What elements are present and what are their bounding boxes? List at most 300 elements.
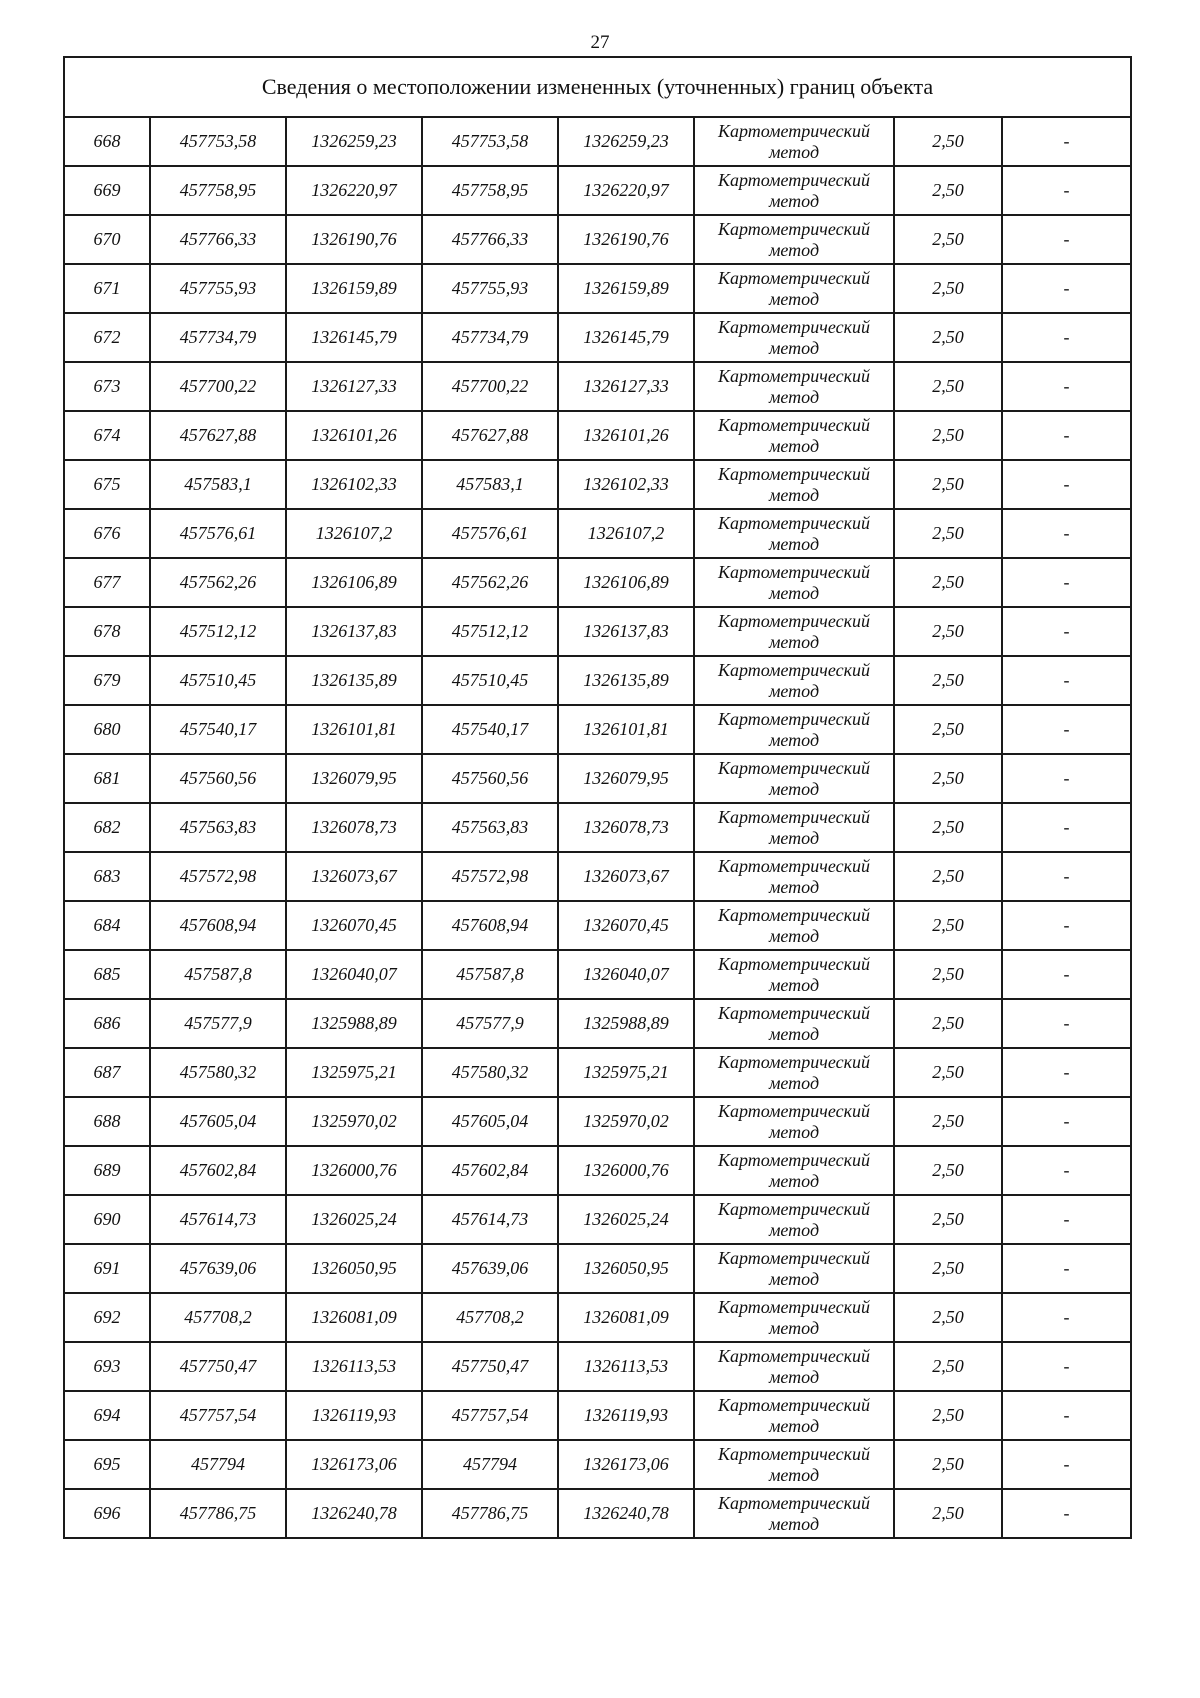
table-row [64, 215, 1131, 264]
method-line-2: метод [768, 1072, 820, 1093]
refined-x-cell: 457580,32 [422, 1048, 558, 1097]
point-number-cell: 670 [64, 215, 150, 264]
refined-x-cell: 457540,17 [422, 705, 558, 754]
existing-y-cell: 1326025,24 [286, 1195, 422, 1244]
method-line-1: Картометрический [717, 267, 870, 288]
accuracy-cell: 2,50 [894, 999, 1002, 1048]
method-cell [694, 509, 894, 558]
table-row [64, 362, 1131, 411]
refined-x-cell: 457572,98 [422, 852, 558, 901]
accuracy-cell: 2,50 [894, 1293, 1002, 1342]
refined-x-cell: 457708,2 [422, 1293, 558, 1342]
description-cell: - [1002, 803, 1131, 852]
point-number-cell: 694 [64, 1391, 150, 1440]
point-number-cell: 688 [64, 1097, 150, 1146]
refined-x-cell: 457583,1 [422, 460, 558, 509]
refined-y-cell: 1326070,45 [558, 901, 694, 950]
table-row [64, 264, 1131, 313]
method-line-1: Картометрический [717, 855, 870, 876]
point-number-cell: 693 [64, 1342, 150, 1391]
table-row [64, 1293, 1131, 1342]
refined-x-cell: 457758,95 [422, 166, 558, 215]
table-row [64, 1342, 1131, 1391]
table-row [64, 117, 1131, 166]
existing-y-cell: 1325988,89 [286, 999, 422, 1048]
accuracy-cell: 2,50 [894, 460, 1002, 509]
refined-y-cell: 1325975,21 [558, 1048, 694, 1097]
point-number-cell: 676 [64, 509, 150, 558]
point-number-cell: 677 [64, 558, 150, 607]
description-cell: - [1002, 509, 1131, 558]
method-line-1: Картометрический [717, 463, 870, 484]
method-line-2: метод [768, 1415, 820, 1436]
table-row [64, 705, 1131, 754]
method-cell [694, 754, 894, 803]
method-line-1: Картометрический [717, 218, 870, 239]
table-body [64, 57, 1131, 1538]
method-cell [694, 1195, 894, 1244]
existing-x-cell: 457512,12 [150, 607, 286, 656]
existing-x-cell: 457794 [150, 1440, 286, 1489]
accuracy-cell: 2,50 [894, 117, 1002, 166]
point-number-cell: 683 [64, 852, 150, 901]
description-cell: - [1002, 1489, 1131, 1538]
refined-y-cell: 1326000,76 [558, 1146, 694, 1195]
method-line-2: метод [768, 778, 820, 799]
existing-x-cell: 457563,83 [150, 803, 286, 852]
refined-y-cell: 1326173,06 [558, 1440, 694, 1489]
method-cell [694, 1391, 894, 1440]
point-number-cell: 674 [64, 411, 150, 460]
table-row [64, 999, 1131, 1048]
refined-x-cell: 457560,56 [422, 754, 558, 803]
existing-x-cell: 457758,95 [150, 166, 286, 215]
existing-y-cell: 1326220,97 [286, 166, 422, 215]
refined-x-cell: 457700,22 [422, 362, 558, 411]
refined-y-cell: 1326081,09 [558, 1293, 694, 1342]
existing-x-cell: 457560,56 [150, 754, 286, 803]
method-cell [694, 950, 894, 999]
existing-x-cell: 457750,47 [150, 1342, 286, 1391]
accuracy-cell: 2,50 [894, 656, 1002, 705]
method-cell [694, 705, 894, 754]
point-number-cell: 685 [64, 950, 150, 999]
existing-y-cell: 1326240,78 [286, 1489, 422, 1538]
refined-x-cell: 457602,84 [422, 1146, 558, 1195]
existing-y-cell: 1325970,02 [286, 1097, 422, 1146]
existing-y-cell: 1326135,89 [286, 656, 422, 705]
method-cell [694, 607, 894, 656]
refined-x-cell: 457755,93 [422, 264, 558, 313]
table-row [64, 1146, 1131, 1195]
existing-y-cell: 1326079,95 [286, 754, 422, 803]
method-line-1: Картометрический [717, 1345, 870, 1366]
existing-y-cell: 1326113,53 [286, 1342, 422, 1391]
method-line-2: метод [768, 1121, 820, 1142]
refined-x-cell: 457753,58 [422, 117, 558, 166]
existing-x-cell: 457602,84 [150, 1146, 286, 1195]
method-cell [694, 1293, 894, 1342]
refined-y-cell: 1326119,93 [558, 1391, 694, 1440]
method-line-1: Картометрический [717, 757, 870, 778]
description-cell: - [1002, 656, 1131, 705]
existing-x-cell: 457576,61 [150, 509, 286, 558]
accuracy-cell: 2,50 [894, 705, 1002, 754]
existing-y-cell: 1326137,83 [286, 607, 422, 656]
method-line-1: Картометрический [717, 1051, 870, 1072]
accuracy-cell: 2,50 [894, 754, 1002, 803]
method-line-2: метод [768, 1513, 820, 1534]
table-row [64, 656, 1131, 705]
refined-x-cell: 457512,12 [422, 607, 558, 656]
description-cell: - [1002, 362, 1131, 411]
description-cell: - [1002, 999, 1131, 1048]
method-line-1: Картометрический [717, 1149, 870, 1170]
description-cell: - [1002, 1195, 1131, 1244]
point-number-cell: 680 [64, 705, 150, 754]
refined-x-cell: 457766,33 [422, 215, 558, 264]
method-cell [694, 1489, 894, 1538]
existing-x-cell: 457572,98 [150, 852, 286, 901]
description-cell: - [1002, 1293, 1131, 1342]
accuracy-cell: 2,50 [894, 1440, 1002, 1489]
table-row [64, 754, 1131, 803]
refined-y-cell: 1326135,89 [558, 656, 694, 705]
refined-x-cell: 457576,61 [422, 509, 558, 558]
method-line-1: Картометрический [717, 1296, 870, 1317]
point-number-cell: 689 [64, 1146, 150, 1195]
refined-y-cell: 1325988,89 [558, 999, 694, 1048]
method-line-1: Картометрический [717, 659, 870, 680]
existing-x-cell: 457627,88 [150, 411, 286, 460]
existing-x-cell: 457608,94 [150, 901, 286, 950]
method-line-1: Картометрический [717, 414, 870, 435]
method-line-2: метод [768, 1317, 820, 1338]
existing-x-cell: 457708,2 [150, 1293, 286, 1342]
method-line-2: метод [768, 533, 820, 554]
description-cell: - [1002, 1391, 1131, 1440]
existing-y-cell: 1325975,21 [286, 1048, 422, 1097]
existing-x-cell: 457786,75 [150, 1489, 286, 1538]
existing-x-cell: 457562,26 [150, 558, 286, 607]
method-cell [694, 460, 894, 509]
method-cell [694, 852, 894, 901]
table-row [64, 1391, 1131, 1440]
method-line-2: метод [768, 925, 820, 946]
method-line-2: метод [768, 484, 820, 505]
method-line-1: Картометрический [717, 169, 870, 190]
existing-y-cell: 1326101,26 [286, 411, 422, 460]
point-number-cell: 684 [64, 901, 150, 950]
method-line-1: Картометрический [717, 1198, 870, 1219]
description-cell: - [1002, 166, 1131, 215]
accuracy-cell: 2,50 [894, 1048, 1002, 1097]
description-cell: - [1002, 705, 1131, 754]
existing-x-cell: 457580,32 [150, 1048, 286, 1097]
existing-y-cell: 1326078,73 [286, 803, 422, 852]
accuracy-cell: 2,50 [894, 1489, 1002, 1538]
point-number-cell: 668 [64, 117, 150, 166]
refined-y-cell: 1326190,76 [558, 215, 694, 264]
table-row [64, 950, 1131, 999]
method-line-2: метод [768, 876, 820, 897]
existing-y-cell: 1326173,06 [286, 1440, 422, 1489]
point-number-cell: 686 [64, 999, 150, 1048]
description-cell: - [1002, 1097, 1131, 1146]
accuracy-cell: 2,50 [894, 607, 1002, 656]
method-cell [694, 362, 894, 411]
table-title-row [64, 57, 1131, 117]
description-cell: - [1002, 411, 1131, 460]
table-row [64, 313, 1131, 362]
method-line-2: метод [768, 239, 820, 260]
existing-y-cell: 1326070,45 [286, 901, 422, 950]
method-line-2: метод [768, 288, 820, 309]
point-number-cell: 692 [64, 1293, 150, 1342]
method-cell [694, 215, 894, 264]
point-number-cell: 675 [64, 460, 150, 509]
refined-x-cell: 457608,94 [422, 901, 558, 950]
refined-y-cell: 1326159,89 [558, 264, 694, 313]
refined-y-cell: 1326113,53 [558, 1342, 694, 1391]
refined-y-cell: 1326101,26 [558, 411, 694, 460]
accuracy-cell: 2,50 [894, 1195, 1002, 1244]
method-line-2: метод [768, 974, 820, 995]
method-cell [694, 1146, 894, 1195]
existing-y-cell: 1326050,95 [286, 1244, 422, 1293]
method-line-2: метод [768, 827, 820, 848]
existing-x-cell: 457583,1 [150, 460, 286, 509]
refined-y-cell: 1326102,33 [558, 460, 694, 509]
existing-x-cell: 457605,04 [150, 1097, 286, 1146]
existing-x-cell: 457734,79 [150, 313, 286, 362]
table-row [64, 460, 1131, 509]
refined-x-cell: 457605,04 [422, 1097, 558, 1146]
page-number: 27 [590, 32, 610, 53]
refined-x-cell: 457577,9 [422, 999, 558, 1048]
method-cell [694, 999, 894, 1048]
method-line-1: Картометрический [717, 708, 870, 729]
table-row [64, 1195, 1131, 1244]
description-cell: - [1002, 607, 1131, 656]
accuracy-cell: 2,50 [894, 264, 1002, 313]
accuracy-cell: 2,50 [894, 1342, 1002, 1391]
description-cell: - [1002, 215, 1131, 264]
existing-x-cell: 457766,33 [150, 215, 286, 264]
table-row [64, 1244, 1131, 1293]
refined-y-cell: 1326259,23 [558, 117, 694, 166]
method-line-1: Картометрический [717, 512, 870, 533]
table-row [64, 607, 1131, 656]
point-number-cell: 682 [64, 803, 150, 852]
method-cell [694, 117, 894, 166]
existing-y-cell: 1326106,89 [286, 558, 422, 607]
point-number-cell: 673 [64, 362, 150, 411]
existing-x-cell: 457540,17 [150, 705, 286, 754]
accuracy-cell: 2,50 [894, 1391, 1002, 1440]
refined-x-cell: 457639,06 [422, 1244, 558, 1293]
existing-x-cell: 457755,93 [150, 264, 286, 313]
refined-y-cell: 1326220,97 [558, 166, 694, 215]
existing-y-cell: 1326040,07 [286, 950, 422, 999]
accuracy-cell: 2,50 [894, 313, 1002, 362]
description-cell: - [1002, 754, 1131, 803]
existing-y-cell: 1326159,89 [286, 264, 422, 313]
table-row [64, 1048, 1131, 1097]
method-line-2: метод [768, 435, 820, 456]
existing-x-cell: 457577,9 [150, 999, 286, 1048]
accuracy-cell: 2,50 [894, 1097, 1002, 1146]
method-cell [694, 1342, 894, 1391]
description-cell: - [1002, 558, 1131, 607]
method-cell [694, 166, 894, 215]
existing-y-cell: 1326102,33 [286, 460, 422, 509]
point-number-cell: 696 [64, 1489, 150, 1538]
existing-y-cell: 1326107,2 [286, 509, 422, 558]
refined-x-cell: 457627,88 [422, 411, 558, 460]
accuracy-cell: 2,50 [894, 558, 1002, 607]
method-line-2: метод [768, 1366, 820, 1387]
table-row [64, 411, 1131, 460]
existing-x-cell: 457639,06 [150, 1244, 286, 1293]
point-number-cell: 672 [64, 313, 150, 362]
method-line-2: метод [768, 1268, 820, 1289]
point-number-cell: 679 [64, 656, 150, 705]
accuracy-cell: 2,50 [894, 1146, 1002, 1195]
description-cell: - [1002, 460, 1131, 509]
accuracy-cell: 2,50 [894, 362, 1002, 411]
existing-y-cell: 1326073,67 [286, 852, 422, 901]
accuracy-cell: 2,50 [894, 803, 1002, 852]
refined-x-cell: 457786,75 [422, 1489, 558, 1538]
existing-x-cell: 457753,58 [150, 117, 286, 166]
method-line-2: метод [768, 1219, 820, 1240]
accuracy-cell: 2,50 [894, 166, 1002, 215]
description-cell: - [1002, 1342, 1131, 1391]
point-number-cell: 669 [64, 166, 150, 215]
method-line-2: метод [768, 190, 820, 211]
refined-x-cell: 457510,45 [422, 656, 558, 705]
refined-x-cell: 457750,47 [422, 1342, 558, 1391]
description-cell: - [1002, 1048, 1131, 1097]
existing-y-cell: 1326145,79 [286, 313, 422, 362]
method-line-1: Картометрический [717, 1443, 870, 1464]
existing-x-cell: 457587,8 [150, 950, 286, 999]
method-line-1: Картометрический [717, 1247, 870, 1268]
method-cell [694, 411, 894, 460]
method-line-1: Картометрический [717, 953, 870, 974]
refined-y-cell: 1326101,81 [558, 705, 694, 754]
table-row [64, 803, 1131, 852]
description-cell: - [1002, 1440, 1131, 1489]
description-cell: - [1002, 950, 1131, 999]
existing-y-cell: 1326119,93 [286, 1391, 422, 1440]
refined-x-cell: 457614,73 [422, 1195, 558, 1244]
table-row [64, 1097, 1131, 1146]
method-line-1: Картометрический [717, 904, 870, 925]
method-line-2: метод [768, 680, 820, 701]
existing-x-cell: 457614,73 [150, 1195, 286, 1244]
table-row [64, 509, 1131, 558]
method-line-1: Картометрический [717, 561, 870, 582]
method-line-2: метод [768, 631, 820, 652]
refined-y-cell: 1326137,83 [558, 607, 694, 656]
description-cell: - [1002, 852, 1131, 901]
point-number-cell: 695 [64, 1440, 150, 1489]
method-cell [694, 313, 894, 362]
description-cell: - [1002, 1244, 1131, 1293]
method-cell [694, 1244, 894, 1293]
method-cell [694, 1097, 894, 1146]
accuracy-cell: 2,50 [894, 1244, 1002, 1293]
refined-y-cell: 1325970,02 [558, 1097, 694, 1146]
method-cell [694, 1048, 894, 1097]
method-cell [694, 901, 894, 950]
point-number-cell: 681 [64, 754, 150, 803]
refined-y-cell: 1326040,07 [558, 950, 694, 999]
table-title: Сведения о местоположении измененных (уточненных) границ объекта [64, 57, 1131, 117]
method-line-2: метод [768, 337, 820, 358]
table-row [64, 1489, 1131, 1538]
description-cell: - [1002, 901, 1131, 950]
table-row [64, 852, 1131, 901]
refined-x-cell: 457734,79 [422, 313, 558, 362]
table-row [64, 901, 1131, 950]
description-cell: - [1002, 1146, 1131, 1195]
refined-y-cell: 1326050,95 [558, 1244, 694, 1293]
existing-y-cell: 1326259,23 [286, 117, 422, 166]
method-cell [694, 558, 894, 607]
method-line-1: Картометрический [717, 1492, 870, 1513]
method-line-1: Картометрический [717, 806, 870, 827]
accuracy-cell: 2,50 [894, 852, 1002, 901]
description-cell: - [1002, 313, 1131, 362]
method-line-2: метод [768, 582, 820, 603]
method-line-1: Картометрический [717, 1100, 870, 1121]
method-line-2: метод [768, 1023, 820, 1044]
method-line-1: Картометрический [717, 120, 870, 141]
existing-y-cell: 1326000,76 [286, 1146, 422, 1195]
existing-x-cell: 457700,22 [150, 362, 286, 411]
description-cell: - [1002, 117, 1131, 166]
point-number-cell: 690 [64, 1195, 150, 1244]
refined-y-cell: 1326025,24 [558, 1195, 694, 1244]
existing-x-cell: 457757,54 [150, 1391, 286, 1440]
method-line-1: Картометрический [717, 316, 870, 337]
refined-y-cell: 1326079,95 [558, 754, 694, 803]
existing-y-cell: 1326127,33 [286, 362, 422, 411]
accuracy-cell: 2,50 [894, 901, 1002, 950]
refined-y-cell: 1326127,33 [558, 362, 694, 411]
point-number-cell: 691 [64, 1244, 150, 1293]
refined-x-cell: 457794 [422, 1440, 558, 1489]
existing-x-cell: 457510,45 [150, 656, 286, 705]
coordinates-table [63, 56, 1132, 1539]
method-line-1: Картометрический [717, 1002, 870, 1023]
method-cell [694, 1440, 894, 1489]
refined-x-cell: 457587,8 [422, 950, 558, 999]
accuracy-cell: 2,50 [894, 215, 1002, 264]
description-cell: - [1002, 264, 1131, 313]
refined-x-cell: 457562,26 [422, 558, 558, 607]
point-number-cell: 678 [64, 607, 150, 656]
method-line-2: метод [768, 729, 820, 750]
method-line-2: метод [768, 386, 820, 407]
method-line-2: метод [768, 1170, 820, 1191]
method-line-2: метод [768, 1464, 820, 1485]
existing-y-cell: 1326101,81 [286, 705, 422, 754]
accuracy-cell: 2,50 [894, 411, 1002, 460]
